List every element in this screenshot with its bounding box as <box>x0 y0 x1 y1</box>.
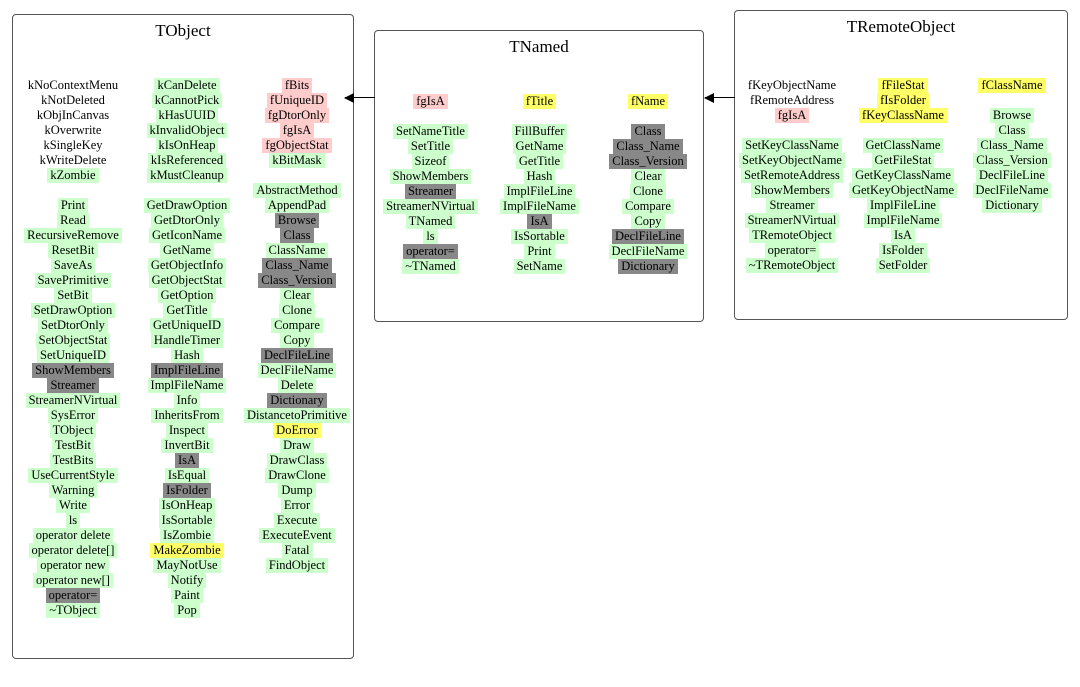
class-member[interactable]: Dictionary <box>618 259 677 274</box>
class-member[interactable]: AbstractMethod <box>253 183 340 198</box>
class-member[interactable]: InvertBit <box>161 438 212 453</box>
class-member[interactable]: kCanDelete <box>154 78 219 93</box>
class-member[interactable]: fgDtorOnly <box>265 108 329 123</box>
class-member[interactable]: DeclFileName <box>973 183 1052 198</box>
class-member[interactable]: Clone <box>630 184 666 199</box>
class-member[interactable]: SetUniqueID <box>37 348 109 363</box>
class-member[interactable]: Pop <box>174 603 199 618</box>
class-member[interactable]: operator new[] <box>33 573 113 588</box>
class-member[interactable]: GetName <box>513 139 567 154</box>
member-column <box>958 78 1066 273</box>
class-member[interactable]: Clear <box>280 288 313 303</box>
class-member[interactable]: AppendPad <box>265 198 329 213</box>
member-column <box>132 78 242 618</box>
class-member[interactable]: Browse <box>990 108 1034 123</box>
class-member[interactable]: Paint <box>171 588 203 603</box>
class-member[interactable]: ShowMembers <box>751 183 833 198</box>
class-member[interactable]: operator delete <box>33 528 114 543</box>
class-member[interactable]: kBitMask <box>269 153 324 168</box>
class-member[interactable]: Streamer <box>405 184 456 199</box>
class-member[interactable]: TObject <box>50 423 97 438</box>
class-member[interactable]: FillBuffer <box>512 124 568 139</box>
class-member[interactable]: SysError <box>48 408 98 423</box>
class-member[interactable]: fTitle <box>523 94 556 109</box>
class-member[interactable]: Print <box>524 244 554 259</box>
class-member[interactable]: ImplFileLine <box>504 184 576 199</box>
class-title-tobject: TObject <box>155 21 211 40</box>
class-member[interactable]: kWriteDelete <box>39 153 107 167</box>
class-member[interactable]: ResetBit <box>48 243 97 258</box>
class-member[interactable]: DeclFileName <box>258 363 337 378</box>
class-member[interactable]: Compare <box>271 318 323 333</box>
class-member[interactable]: GetObjectStat <box>149 273 226 288</box>
class-member[interactable]: Dictionary <box>267 393 326 408</box>
class-member[interactable]: kIsReferenced <box>148 153 226 168</box>
member-column <box>14 78 132 618</box>
class-member[interactable]: Streamer <box>47 378 98 393</box>
class-member[interactable]: SetTitle <box>408 139 453 154</box>
class-members-tobject <box>14 78 352 618</box>
class-member[interactable]: IsZombie <box>160 528 214 543</box>
class-member[interactable]: IsEqual <box>165 468 209 483</box>
class-member[interactable]: Fatal <box>282 543 313 558</box>
class-member[interactable]: StreamerNVirtual <box>26 393 121 408</box>
class-member[interactable]: Class_Version <box>258 273 336 288</box>
class-member[interactable]: IsA <box>527 214 551 229</box>
class-member[interactable]: ClassName <box>266 243 329 258</box>
class-member[interactable]: SetRemoteAddress <box>741 168 843 183</box>
class-title-tremoteobject: TRemoteObject <box>846 17 956 36</box>
class-member[interactable]: IsA <box>175 453 199 468</box>
class-members-tnamed <box>376 94 702 274</box>
class-member[interactable]: GetKeyObjectName <box>849 183 957 198</box>
class-member[interactable]: UseCurrentStyle <box>28 468 117 483</box>
class-member[interactable]: ls <box>423 229 437 244</box>
member-column <box>376 94 485 274</box>
class-member[interactable]: StreamerNVirtual <box>745 213 840 228</box>
class-member[interactable]: DoError <box>273 423 321 438</box>
class-member[interactable]: ShowMembers <box>32 363 114 378</box>
class-member[interactable]: Execute <box>274 513 320 528</box>
class-member[interactable]: TNamed <box>406 214 456 229</box>
class-member[interactable]: Class_Name <box>977 138 1046 153</box>
class-member[interactable]: Delete <box>278 378 317 393</box>
class-member[interactable]: TestBit <box>52 438 94 453</box>
class-member[interactable]: GetName <box>160 243 214 258</box>
class-member[interactable]: GetDrawOption <box>144 198 231 213</box>
class-member[interactable]: Read <box>57 213 89 228</box>
class-member[interactable]: DrawClass <box>267 453 328 468</box>
class-member[interactable]: SetDrawOption <box>31 303 115 318</box>
class-member[interactable]: kIsOnHeap <box>156 138 219 153</box>
class-member[interactable]: operator= <box>46 588 101 603</box>
class-member[interactable]: Copy <box>280 333 313 348</box>
class-member[interactable]: HandleTimer <box>151 333 223 348</box>
class-member[interactable]: Sizeof <box>412 154 450 169</box>
class-member[interactable]: DistancetoPrimitive <box>244 408 350 423</box>
class-member[interactable]: GetObjectInfo <box>148 258 226 273</box>
class-member[interactable]: IsFolder <box>879 243 927 258</box>
class-member[interactable]: TestBits <box>50 453 97 468</box>
class-member[interactable]: SetObjectStat <box>36 333 111 348</box>
class-member[interactable]: fKeyObjectName <box>747 78 837 92</box>
class-member[interactable]: kSingleKey <box>43 138 103 152</box>
class-member[interactable]: GetKeyClassName <box>852 168 954 183</box>
member-column <box>242 78 352 618</box>
class-member[interactable]: fName <box>628 94 668 109</box>
inheritance-arrow-tnamed-to-tobject <box>345 97 375 98</box>
class-member[interactable]: kNoContextMenu <box>27 78 119 92</box>
class-member[interactable]: GetUniqueID <box>150 318 224 333</box>
member-column <box>485 94 594 274</box>
class-member[interactable]: kObjInCanvas <box>36 108 110 122</box>
class-member[interactable]: InheritsFrom <box>151 408 222 423</box>
class-member[interactable]: Draw <box>280 438 314 453</box>
class-member[interactable]: RecursiveRemove <box>24 228 122 243</box>
class-member[interactable]: MakeZombie <box>150 543 223 558</box>
class-member[interactable]: Class_Name <box>613 139 682 154</box>
class-member[interactable]: SetBit <box>54 288 91 303</box>
class-member[interactable]: GetOption <box>158 288 217 303</box>
class-member[interactable]: SetFolder <box>876 258 931 273</box>
class-member[interactable]: DeclFileName <box>609 244 688 259</box>
class-member[interactable]: Print <box>58 198 88 213</box>
class-member[interactable]: operator= <box>403 244 458 259</box>
class-member[interactable]: Class <box>631 124 664 139</box>
class-member[interactable]: operator delete[] <box>29 543 118 558</box>
class-member[interactable]: Inspect <box>166 423 208 438</box>
class-member[interactable]: Info <box>174 393 201 408</box>
class-member[interactable]: operator new <box>37 558 109 573</box>
member-column <box>848 78 958 273</box>
class-member[interactable]: Streamer <box>766 198 817 213</box>
class-member[interactable]: kNotDeleted <box>41 93 105 107</box>
member-column <box>594 94 702 274</box>
class-member[interactable]: Compare <box>622 199 674 214</box>
class-member[interactable]: Warning <box>49 483 98 498</box>
class-member[interactable]: DeclFileLine <box>976 168 1048 183</box>
class-member[interactable]: GetTitle <box>163 303 210 318</box>
class-member[interactable]: GetFileStat <box>872 153 935 168</box>
class-member[interactable]: ExecuteEvent <box>259 528 334 543</box>
class-member[interactable]: Notify <box>168 573 207 588</box>
class-member[interactable]: Hash <box>171 348 203 363</box>
member-column <box>736 78 848 273</box>
class-member[interactable]: Clear <box>631 169 664 184</box>
class-member[interactable]: SetName <box>514 259 566 274</box>
class-member[interactable]: IsSortable <box>159 513 216 528</box>
class-member[interactable]: GetDtorOnly <box>151 213 223 228</box>
class-member[interactable]: kMustCleanup <box>147 168 227 183</box>
class-member[interactable]: GetClassName <box>863 138 944 153</box>
class-member[interactable]: Clone <box>279 303 315 318</box>
class-member[interactable]: SetKeyClassName <box>742 138 842 153</box>
class-member[interactable]: Write <box>56 498 90 513</box>
class-member[interactable]: FindObject <box>266 558 328 573</box>
class-member[interactable]: DeclFileLine <box>261 348 333 363</box>
class-member[interactable]: ImplFileName <box>864 213 943 228</box>
class-member[interactable]: Class_Name <box>262 258 331 273</box>
class-member[interactable]: SetNameTitle <box>393 124 468 139</box>
class-member[interactable]: kHasUUID <box>156 108 219 123</box>
class-member[interactable]: ls <box>66 513 80 528</box>
class-member[interactable]: ShowMembers <box>390 169 472 184</box>
class-member[interactable]: IsSortable <box>511 229 568 244</box>
class-member[interactable]: fgIsA <box>413 94 447 109</box>
class-member[interactable]: Class_Version <box>609 154 687 169</box>
class-member[interactable]: ImplFileName <box>500 199 579 214</box>
class-member[interactable]: IsOnHeap <box>159 498 216 513</box>
class-member[interactable]: kCannotPick <box>152 93 223 108</box>
class-member[interactable]: ~TNamed <box>402 259 459 274</box>
class-member[interactable]: fBits <box>282 78 312 93</box>
class-member[interactable]: fRemoteAddress <box>749 93 834 107</box>
class-member[interactable]: SaveAs <box>51 258 95 273</box>
class-member[interactable]: kInvalidObject <box>147 123 228 138</box>
class-member[interactable]: ImplFileLine <box>151 363 223 378</box>
class-member[interactable]: fgObjectStat <box>262 138 331 153</box>
class-member[interactable]: Class <box>995 123 1028 138</box>
class-member[interactable]: DeclFileLine <box>612 229 684 244</box>
class-member[interactable]: SetKeyObjectName <box>739 153 845 168</box>
class-member[interactable]: StreamerNVirtual <box>383 199 478 214</box>
class-member[interactable]: Hash <box>524 169 556 184</box>
class-member[interactable]: kOverwrite <box>44 123 102 137</box>
class-member[interactable]: GetIconName <box>149 228 225 243</box>
class-member[interactable]: IsFolder <box>163 483 211 498</box>
class-member[interactable]: Class_Version <box>973 153 1051 168</box>
class-member[interactable]: Error <box>281 498 313 513</box>
class-member[interactable]: fFileStat <box>878 78 927 93</box>
class-member[interactable]: fClassName <box>978 78 1045 93</box>
class-member[interactable]: SetDtorOnly <box>38 318 108 333</box>
class-member[interactable]: Class <box>280 228 313 243</box>
class-member[interactable]: fKeyClassName <box>859 108 947 123</box>
class-member[interactable]: GetTitle <box>516 154 563 169</box>
class-member[interactable]: Copy <box>631 214 664 229</box>
class-member[interactable]: DrawClone <box>265 468 329 483</box>
class-member[interactable]: Browse <box>275 213 319 228</box>
class-member[interactable]: IsA <box>891 228 915 243</box>
class-member[interactable]: ImplFileLine <box>867 198 939 213</box>
class-member[interactable]: TRemoteObject <box>749 228 835 243</box>
class-member[interactable]: SavePrimitive <box>35 273 112 288</box>
class-member[interactable]: ~TObject <box>46 603 100 618</box>
class-member[interactable]: fIsFolder <box>877 93 929 108</box>
inheritance-arrow-tremoteobject-to-tnamed <box>705 97 735 98</box>
class-member[interactable]: fgIsA <box>280 123 314 138</box>
class-member[interactable]: fUniqueID <box>267 93 327 108</box>
class-member[interactable]: operator= <box>765 243 820 258</box>
class-title-tnamed: TNamed <box>509 37 569 56</box>
class-member[interactable]: MayNotUse <box>153 558 220 573</box>
class-member[interactable]: Dump <box>278 483 315 498</box>
class-member[interactable]: kZombie <box>47 168 98 183</box>
class-members-tremoteobject <box>736 78 1066 273</box>
class-member[interactable]: ImplFileName <box>148 378 227 393</box>
class-member[interactable]: ~TRemoteObject <box>746 258 839 273</box>
class-member[interactable]: fgIsA <box>775 108 809 123</box>
class-member[interactable]: Dictionary <box>982 198 1041 213</box>
